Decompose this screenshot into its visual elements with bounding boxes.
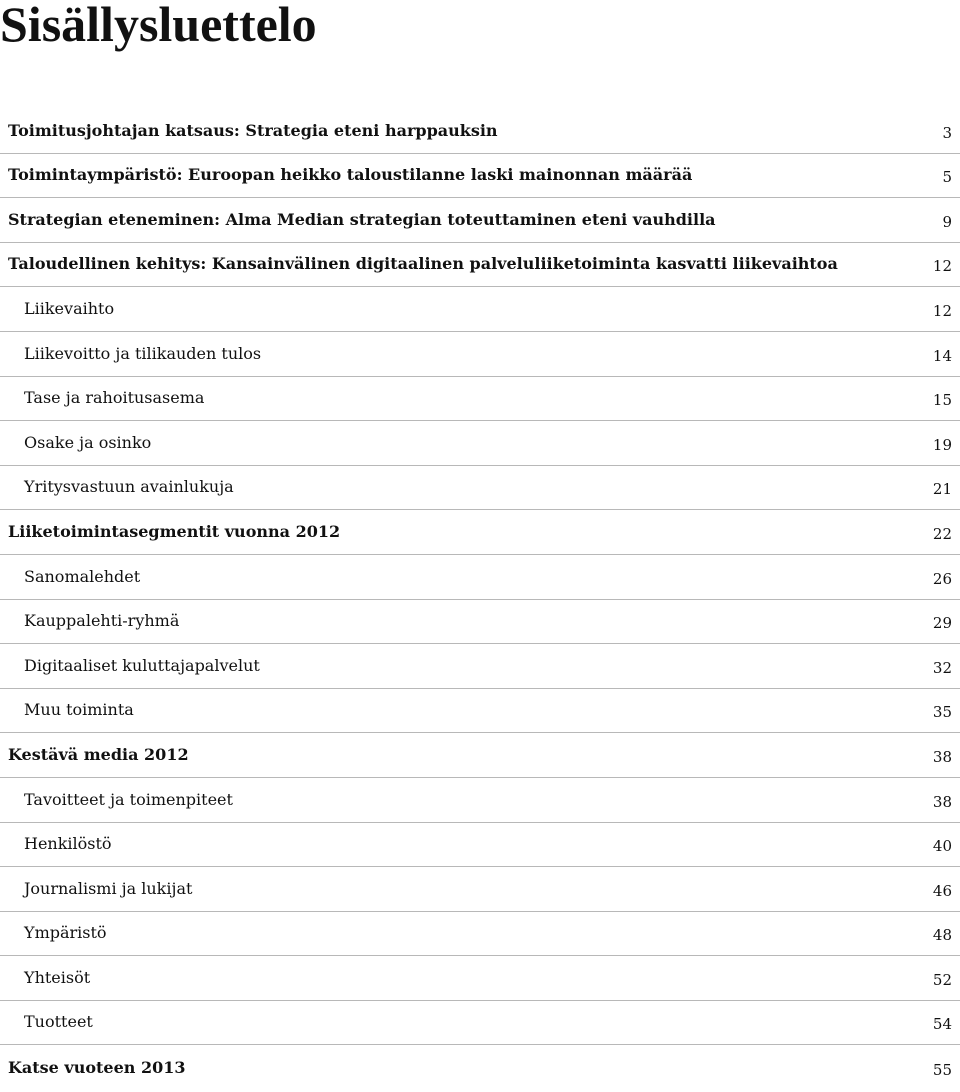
toc-entry-label: Journalismi ja lukijat xyxy=(24,878,193,898)
toc-entry-label: Yhteisöt xyxy=(24,967,91,987)
toc-entry-label: Osake ja osinko xyxy=(24,432,152,452)
toc-section-entry[interactable] xyxy=(0,510,960,555)
toc-page-number: 38 xyxy=(932,747,952,766)
toc-subsection-entry[interactable] xyxy=(0,912,960,957)
toc-section-entry[interactable] xyxy=(0,109,960,154)
toc-section-entry[interactable] xyxy=(0,1045,960,1090)
toc-page-number: 21 xyxy=(932,480,952,499)
toc-subsection-entry[interactable] xyxy=(0,555,960,600)
toc-entry-label: Toimitusjohtajan katsaus: Strategia eteni harppauksin xyxy=(8,120,498,140)
toc-section-entry[interactable] xyxy=(0,198,960,243)
toc-entry-label: Toimintaympäristö: Euroopan heikko taloustilanne laski mainonnan määrää xyxy=(8,165,693,185)
toc-subsection-entry[interactable] xyxy=(0,867,960,912)
table-of-contents xyxy=(0,109,960,1090)
toc-page-number: 3 xyxy=(942,123,952,142)
toc-section-entry[interactable] xyxy=(0,154,960,199)
toc-entry-label: Liikevaihto xyxy=(24,298,115,318)
toc-page-number: 14 xyxy=(932,346,952,365)
toc-entry-label: Strategian eteneminen: Alma Median strategian toteuttaminen eteni vauhdilla xyxy=(8,209,716,229)
toc-subsection-entry[interactable] xyxy=(0,778,960,823)
toc-page-number: 32 xyxy=(932,658,952,677)
toc-page-number: 12 xyxy=(932,257,952,276)
toc-page-number: 5 xyxy=(942,168,952,187)
toc-subsection-entry[interactable] xyxy=(0,1001,960,1046)
toc-page-number: 52 xyxy=(932,970,952,989)
toc-page-number: 55 xyxy=(932,1061,952,1080)
toc-subsection-entry[interactable] xyxy=(0,287,960,332)
page-title: Sisällysluettelo xyxy=(0,0,317,52)
toc-entry-label: Kauppalehti-ryhmä xyxy=(24,611,180,631)
toc-page-number: 40 xyxy=(932,837,952,856)
toc-entry-label: Kestävä media 2012 xyxy=(8,744,189,764)
toc-entry-label: Tavoitteet ja toimenpiteet xyxy=(24,789,233,809)
toc-entry-label: Muu toiminta xyxy=(24,700,134,720)
toc-entry-label: Digitaaliset kuluttajapalvelut xyxy=(24,655,260,675)
toc-entry-label: Henkilöstö xyxy=(24,834,112,854)
toc-page-number: 22 xyxy=(932,524,952,543)
toc-section-entry[interactable] xyxy=(0,733,960,778)
toc-page-number: 9 xyxy=(942,212,952,231)
toc-page-number: 54 xyxy=(932,1015,952,1034)
toc-entry-label: Taloudellinen kehitys: Kansainvälinen digitaalinen palveluliiketoiminta kasvatti liikevaihtoa xyxy=(8,254,838,274)
toc-page-number: 26 xyxy=(932,569,952,588)
toc-entry-label: Yritysvastuun avainlukuja xyxy=(24,477,234,497)
toc-entry-label: Ympäristö xyxy=(24,923,107,943)
toc-subsection-entry[interactable] xyxy=(0,956,960,1001)
toc-entry-label: Tuotteet xyxy=(24,1012,93,1032)
toc-page-number: 46 xyxy=(932,881,952,900)
toc-subsection-entry[interactable] xyxy=(0,600,960,645)
toc-page-number: 48 xyxy=(932,926,952,945)
toc-entry-label: Sanomalehdet xyxy=(24,566,141,586)
toc-page-number: 12 xyxy=(932,301,952,320)
toc-subsection-entry[interactable] xyxy=(0,823,960,868)
toc-subsection-entry[interactable] xyxy=(0,466,960,511)
toc-subsection-entry[interactable] xyxy=(0,332,960,377)
toc-subsection-entry[interactable] xyxy=(0,377,960,422)
toc-page-number: 35 xyxy=(932,703,952,722)
toc-entry-label: Katse vuoteen 2013 xyxy=(8,1058,186,1078)
toc-entry-label: Liiketoimintasegmentit vuonna 2012 xyxy=(8,521,341,541)
toc-subsection-entry[interactable] xyxy=(0,689,960,734)
toc-page-number: 15 xyxy=(932,391,952,410)
toc-entry-label: Liikevoitto ja tilikauden tulos xyxy=(24,343,262,363)
toc-section-entry[interactable] xyxy=(0,243,960,288)
toc-subsection-entry[interactable] xyxy=(0,421,960,466)
toc-subsection-entry[interactable] xyxy=(0,644,960,689)
toc-page-number: 38 xyxy=(932,792,952,811)
toc-page-number: 29 xyxy=(932,614,952,633)
toc-page-number: 19 xyxy=(932,435,952,454)
toc-entry-label: Tase ja rahoitusasema xyxy=(24,388,205,408)
